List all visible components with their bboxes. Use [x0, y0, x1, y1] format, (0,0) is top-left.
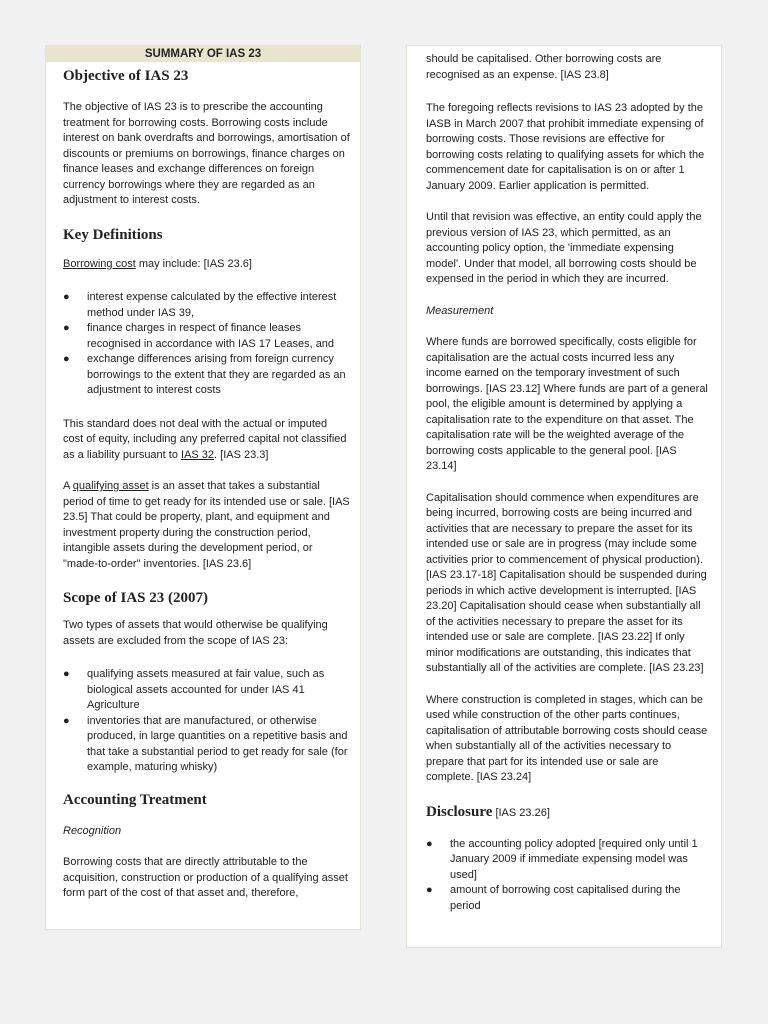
list-item-text: finance charges in respect of finance leases recognised in accordance with IAS 17 Leases, and — [87, 322, 335, 350]
left-column — [45, 45, 361, 930]
summary-banner: SUMMARY OF IAS 23 — [46, 46, 360, 62]
heading-scope: Scope of IAS 23 (2007) — [63, 590, 208, 606]
subheading-measurement: Measurement — [426, 304, 494, 317]
ias-32-link[interactable]: IAS 32 — [181, 448, 215, 461]
bullet-icon: ● — [63, 353, 70, 365]
list-item — [426, 837, 709, 884]
list-item-text: the accounting policy adopted [required only until 1 January 2009 if immediate expensing model was used] — [450, 837, 698, 881]
list-item — [63, 352, 350, 399]
bullet-icon: ● — [63, 668, 70, 680]
paragraph-scope: Two types of assets that would otherwise be qualifying assets are excluded from the scope of IAS 23: — [63, 619, 328, 647]
bullet-icon: ● — [63, 322, 70, 334]
paragraph-qualifying-asset — [63, 479, 350, 572]
paragraph-until-revision: Until that revision was effective, an entity could apply the previous version of IAS 23, which permitted, as an accounting policy option, the 'immediate expensing model'. Under that model, all borrowing costs should be expensed in the period in which they are incurred. — [426, 211, 702, 285]
disclosure-list — [426, 837, 709, 915]
paragraph-continued: should be capitalised. Other borrowing costs are recognised as an expense. [IAS 23.8] — [426, 53, 662, 81]
paragraph-stages: Where construction is completed in stages, which can be used while construction of the other parts continues, capitalisation of attributable borrowing costs should cease when substantially all of the activities necessary to prepare that part for its intended use or sale are complete. [IAS 23.24] — [426, 693, 708, 783]
heading-key-definitions: Key Definitions — [63, 226, 163, 243]
paragraph-revisions: The foregoing reflects revisions to IAS 23 adopted by the IASB in March 2007 that prohibit immediate expensing of borrowing costs. Those revisions are effective for borrowing costs relating to qualifying assets for which the commencement date for capitalisation is on or after 1 January 2009. Earlier application is permitted. — [426, 102, 705, 192]
qa-text-a: A — [63, 480, 73, 492]
heading-disclosure — [426, 802, 709, 823]
heading-accounting-treatment: Accounting Treatment — [63, 791, 207, 808]
bullet-icon: ● — [426, 884, 433, 896]
list-item-text: exchange differences arising from foreign currency borrowings to the extent that they are regarded as an adjustment to interest costs — [87, 353, 346, 396]
disclosure-reference: [IAS 23.26] — [492, 806, 550, 819]
term-borrowing-cost: Borrowing cost — [63, 257, 136, 270]
list-item — [63, 321, 350, 352]
borrowing-cost-rest: may include: [IAS 23.6] — [135, 257, 252, 270]
term-qualifying-asset: qualifying asset — [72, 480, 149, 492]
disclosure-title: Disclosure — [426, 803, 493, 820]
scope-list — [63, 667, 350, 776]
list-item-text: interest expense calculated by the effective interest method under IAS 39, — [87, 291, 337, 319]
definition-list — [63, 290, 350, 399]
list-item — [63, 290, 350, 321]
list-item-text: inventories that are manufactured, or otherwise produced, in large quantities on a repetitive basis and that take a substantial period to get ready for sale (for example, maturing whisky) — [87, 714, 348, 773]
equity-text-a: This standard does not deal with the actual or imputed cost of equity, including any preferred capital not classified as a liability pursuant to — [63, 417, 347, 461]
right-column — [406, 45, 722, 948]
list-item — [426, 883, 709, 914]
subheading-recognition: Recognition — [63, 824, 122, 837]
list-item — [63, 714, 350, 776]
equity-text-b: . [IAS 23.3] — [214, 448, 269, 461]
paragraph-equity — [63, 417, 350, 464]
paragraph-objective: The objective of IAS 23 is to prescribe the accounting treatment for borrowing costs. Borrowing costs include interest on bank overdrafts and borrowings, amortisation of discounts or premiums on borrowings, finance charges on finance leases and exchange differences on foreign currency borrowings where they are regarded as an adjustment to interest costs. — [63, 101, 350, 206]
paragraph-funds: Where funds are borrowed specifically, costs eligible for capitalisation are the actual costs incurred less any income earned on the temporary investment of such borrowings. [IAS 23.12] Where funds are part of a general pool, the eligible amount is determined by applying a capitalisation rate to the expenditure on that asset. The capitalisation rate will be the weighted average of the borrowing costs applicable to the general pool. [IAS 23.14] — [426, 336, 708, 472]
qa-text-b: is an asset that takes a substantial period of time to get ready for its intended use or sale. [IAS 23.5] That could be property, plant, and equipment and investment property during the construction period, intangible assets during the development period, or "made-to-order" inventories. [IAS 23.6] — [63, 480, 350, 570]
paragraph-recognition: Borrowing costs that are directly attributable to the acquisition, construction or production of a qualifying asset form part of the cost of that asset and, therefore, — [63, 856, 348, 899]
paragraph-commencement: Capitalisation should commence when expenditures are being incurred, borrowing costs are being incurred and activities that are necessary to prepare the asset for its intended use or sale are in progress (may include some activities prior to commencement of physical production). [IAS 23.17-18] Capitalisation should be suspended during periods in which active development is interrupted. [IAS 23.20] Capitalisation should cease when substantially all of the activities necessary to prepare the asset for its intended use or sale are complete. [IAS 23.22] If only minor modifications are outstanding, this indicates that substantially all of the activities are complete. [IAS 23.23] — [426, 491, 707, 674]
paragraph-borrowing-cost — [63, 257, 350, 273]
heading-objective: Objective of IAS 23 — [63, 68, 189, 84]
list-item-text: qualifying assets measured at fair value, such as biological assets accounted for under IAS 41 Agriculture — [87, 668, 325, 711]
bullet-icon: ● — [426, 837, 433, 850]
list-item-text: amount of borrowing cost capitalised during the period — [450, 884, 681, 912]
bullet-icon: ● — [63, 291, 70, 303]
list-item — [63, 667, 350, 714]
bullet-icon: ● — [63, 714, 70, 727]
